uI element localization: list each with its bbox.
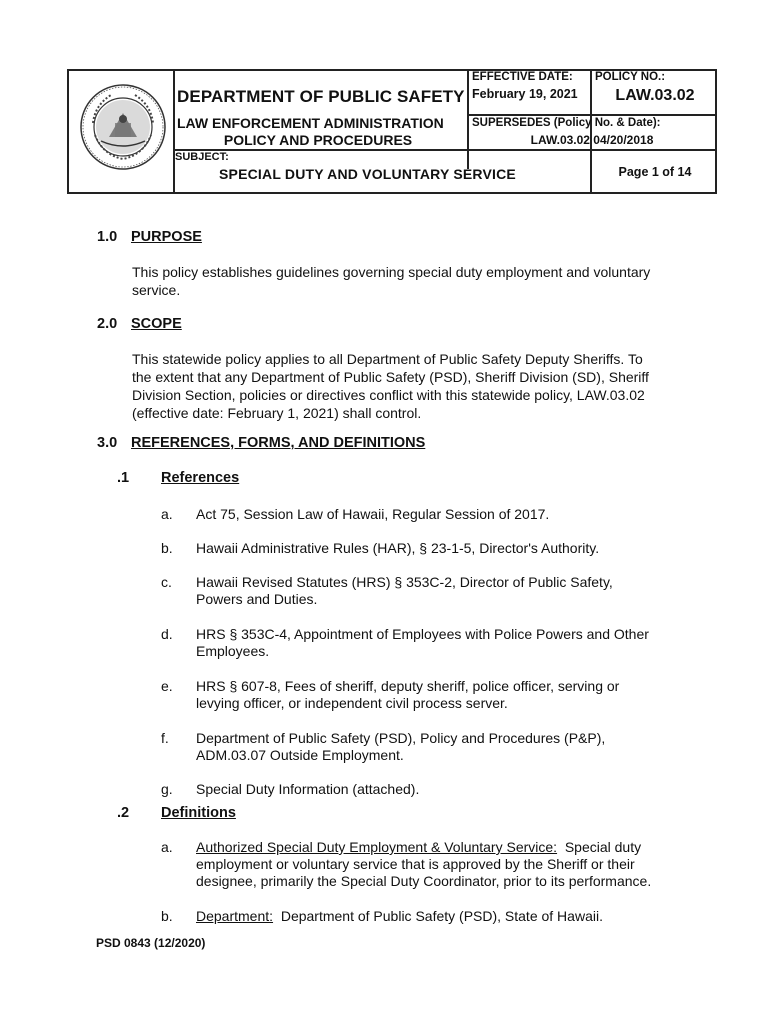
reference-line: Special Duty Information (attached). bbox=[196, 781, 420, 797]
definition-label: b. bbox=[161, 908, 173, 924]
header-divider-vertical-1 bbox=[467, 71, 469, 169]
reference-line: Powers and Duties. bbox=[196, 591, 318, 607]
reference-label: e. bbox=[161, 678, 173, 694]
subject-value: SPECIAL DUTY AND VOLUNTARY SERVICE bbox=[219, 166, 516, 182]
references-subheading bbox=[117, 470, 239, 486]
administration-line-1: LAW ENFORCEMENT ADMINISTRATION bbox=[177, 115, 444, 131]
reference-label: c. bbox=[161, 574, 172, 590]
reference-item bbox=[196, 678, 619, 712]
department-title: DEPARTMENT OF PUBLIC SAFETY bbox=[177, 87, 465, 106]
subsection-number: .2 bbox=[117, 805, 130, 821]
definition-first-line bbox=[196, 839, 651, 856]
header-divider-vertical-2 bbox=[590, 71, 592, 192]
paragraph-line: the extent that any Department of Public Safety (PSD), Sheriff Division (SD), Sheriff bbox=[132, 369, 649, 385]
policy-header-block bbox=[67, 69, 717, 194]
reference-line: HRS § 353C-4, Appointment of Employees with Police Powers and Other bbox=[196, 626, 649, 642]
reference-line: ADM.03.07 Outside Employment. bbox=[196, 747, 404, 763]
definition-item bbox=[196, 839, 651, 890]
paragraph-line: (effective date: February 1, 2021) shall control. bbox=[132, 405, 422, 421]
section-purpose-heading bbox=[97, 229, 202, 245]
form-identifier-footer: PSD 0843 (12/2020) bbox=[96, 936, 206, 950]
purpose-paragraph bbox=[132, 263, 650, 299]
section-title: PURPOSE bbox=[131, 229, 202, 245]
seal-cell bbox=[69, 71, 175, 192]
reference-label: d. bbox=[161, 626, 173, 642]
definition-line: employment or voluntary service that is approved by the Sheriff or their bbox=[196, 856, 635, 872]
reference-item bbox=[196, 506, 549, 523]
header-divider-horizontal-1 bbox=[469, 114, 715, 116]
reference-line: Employees. bbox=[196, 643, 270, 659]
reference-label: g. bbox=[161, 781, 173, 797]
subject-label: SUBJECT: bbox=[175, 151, 229, 163]
definition-first-line bbox=[196, 908, 603, 925]
subsection-title: References bbox=[161, 470, 240, 486]
reference-label: b. bbox=[161, 540, 173, 556]
state-seal-icon bbox=[79, 83, 167, 171]
paragraph-line: Division Section, policies or directives conflict with this statewide policy, LAW.03.02 bbox=[132, 387, 645, 403]
reference-line: Act 75, Session Law of Hawaii, Regular Session of 2017. bbox=[196, 506, 550, 522]
reference-line: HRS § 607-8, Fees of sheriff, deputy sheriff, police officer, serving or bbox=[196, 678, 620, 694]
section-references-heading bbox=[97, 435, 425, 451]
reference-item bbox=[196, 626, 649, 660]
section-number: 3.0 bbox=[97, 435, 118, 451]
definition-item bbox=[196, 908, 603, 925]
scope-paragraph bbox=[132, 350, 649, 422]
page-indicator: Page 1 of 14 bbox=[618, 165, 692, 179]
reference-label: a. bbox=[161, 506, 173, 522]
definition-term: Authorized Special Duty Employment & Voluntary Service: bbox=[196, 839, 558, 855]
policy-number-value: LAW.03.02 bbox=[615, 87, 695, 104]
administration-line-2: POLICY AND PROCEDURES bbox=[223, 132, 413, 148]
section-title: REFERENCES, FORMS, AND DEFINITIONS bbox=[131, 435, 426, 451]
section-number: 1.0 bbox=[97, 229, 118, 245]
paragraph-line: This statewide policy applies to all Department of Public Safety Deputy Sheriffs. To bbox=[132, 351, 643, 367]
definition-line: designee, primarily the Special Duty Coordinator, prior to its performance. bbox=[196, 873, 652, 889]
effective-date-label: EFFECTIVE DATE: bbox=[472, 71, 573, 83]
supersedes-value: LAW.03.02 04/20/2018 bbox=[530, 133, 654, 147]
reference-line: Hawaii Revised Statutes (HRS) § 353C-2, Director of Public Safety, bbox=[196, 574, 613, 590]
section-number: 2.0 bbox=[97, 316, 118, 332]
section-title: SCOPE bbox=[131, 316, 182, 332]
header-divider-horizontal-2 bbox=[173, 149, 715, 151]
subsection-title: Definitions bbox=[161, 805, 236, 821]
section-scope-heading bbox=[97, 316, 182, 332]
paragraph-line: service. bbox=[132, 282, 181, 298]
reference-line: Hawaii Administrative Rules (HAR), § 23-1-5, Director's Authority. bbox=[196, 540, 600, 556]
subsection-number: .1 bbox=[117, 470, 130, 486]
policy-number-label: POLICY NO.: bbox=[595, 71, 666, 83]
reference-item bbox=[196, 540, 599, 557]
paragraph-line: This policy establishes guidelines governing special duty employment and voluntary bbox=[132, 264, 651, 280]
definition-term: Department: bbox=[196, 908, 274, 924]
definition-text: Department of Public Safety (PSD), State of Hawaii. bbox=[280, 908, 603, 924]
definition-label: a. bbox=[161, 839, 173, 855]
reference-item bbox=[196, 730, 605, 764]
definition-text: Special duty bbox=[564, 839, 642, 855]
effective-date-value: February 19, 2021 bbox=[472, 87, 578, 101]
reference-line: levying officer, or independent civil process server. bbox=[196, 695, 508, 711]
reference-item bbox=[196, 781, 419, 798]
supersedes-label: SUPERSEDES (Policy No. & Date): bbox=[472, 117, 661, 129]
reference-line: Department of Public Safety (PSD), Policy and Procedures (P&P), bbox=[196, 730, 606, 746]
reference-label: f. bbox=[161, 730, 169, 746]
reference-item bbox=[196, 574, 613, 608]
definitions-subheading bbox=[117, 805, 236, 821]
